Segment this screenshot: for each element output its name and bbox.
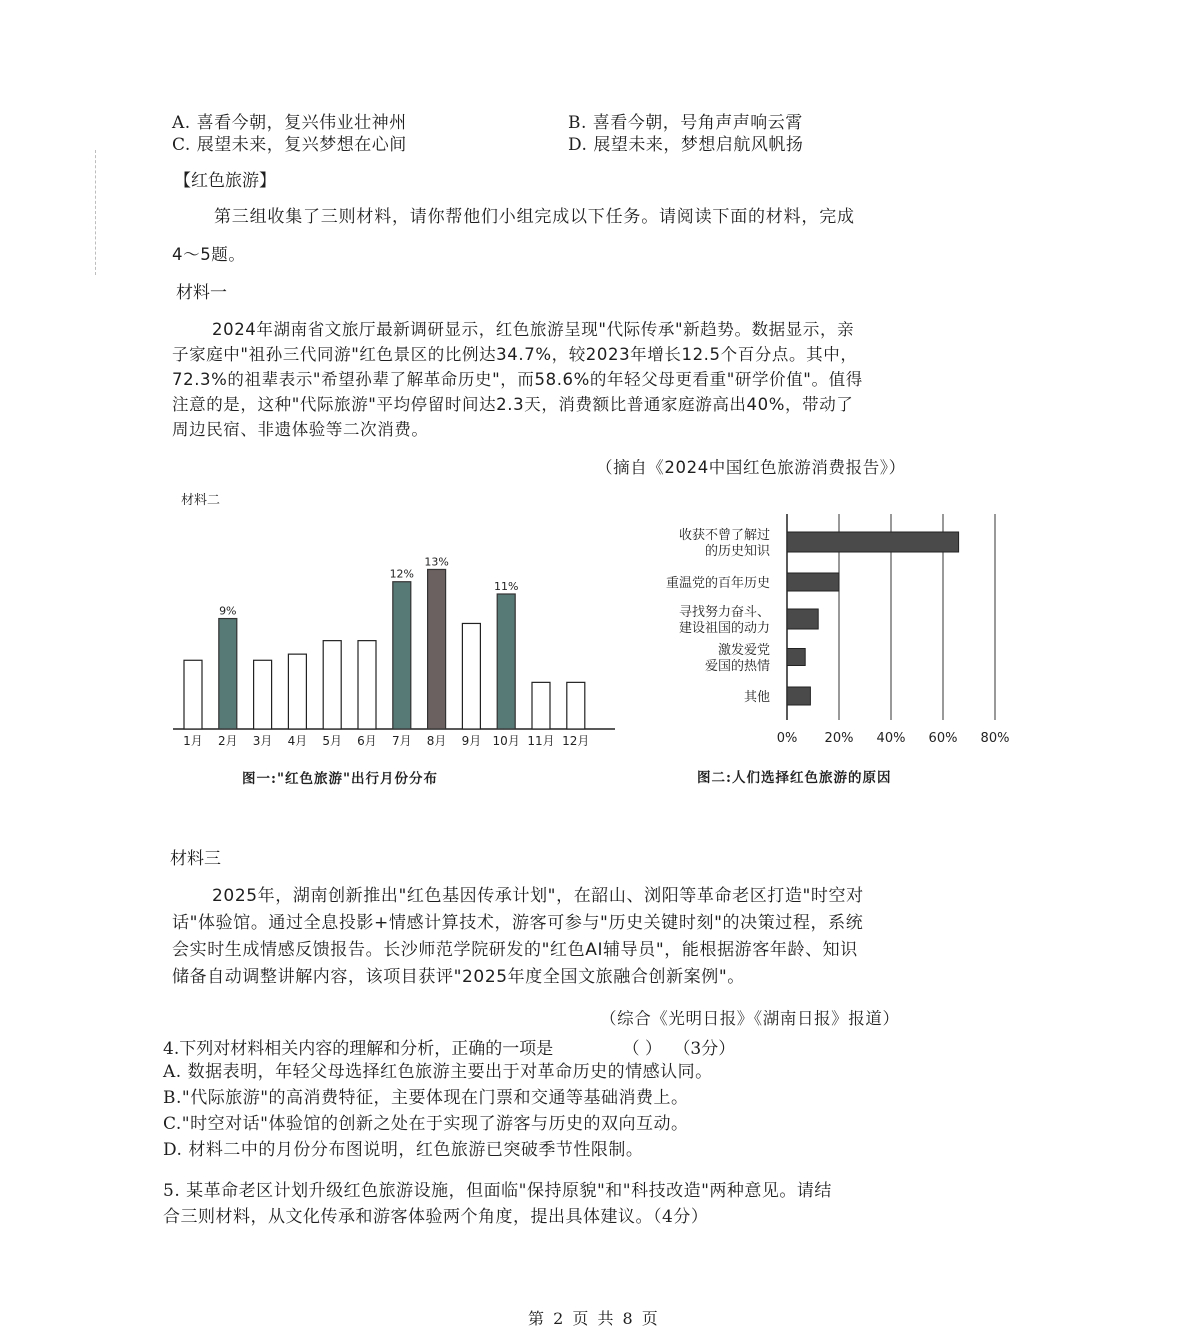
month-bar (497, 594, 515, 729)
option-c: C. 展望未来，复兴梦想在心间 (172, 135, 407, 155)
material1-title: 材料一 (176, 283, 227, 303)
material3-line: 会实时生成情感反馈报告。长沙师范学院研发的"红色AI辅导员"，能根据游客年龄、知识 (172, 940, 858, 960)
reason-label: 重温党的百年历史 (665, 576, 770, 591)
option-d: D. 展望未来，梦想启航风帆扬 (568, 135, 804, 155)
x-tick-label: 60% (928, 731, 958, 746)
intro-line-2: 4～5题。 (172, 245, 246, 264)
question4-score: （3分） (673, 1039, 736, 1059)
x-tick-label: 0% (776, 731, 798, 746)
month-tick-label: 4月 (287, 734, 308, 748)
material3-source: （综合《光明日报》《湖南日报》报道） (600, 1009, 900, 1028)
month-tick-label: 12月 (562, 734, 590, 748)
material1-line: 2024年湖南省文旅厅最新调研显示，红色旅游呈现"代际传承"新趋势。数据显示，亲 (212, 320, 855, 339)
option-b: B. 喜看今朝，号角声声响云霄 (568, 113, 803, 133)
reason-bar (787, 687, 810, 705)
bar-value-label: 9% (219, 604, 237, 618)
reason-label: 爱国的热情 (704, 659, 770, 674)
reason-label: 寻找努力奋斗、 (678, 605, 770, 620)
question4-stem: 4.下列对材料相关内容的理解和分析，正确的一项是 (163, 1039, 554, 1059)
month-distribution-chart (165, 555, 625, 750)
intro-line-1: 第三组收集了三则材料，请你帮他们小组完成以下任务。请阅读下面的材料，完成 (214, 207, 855, 227)
reason-label: 其他 (743, 690, 770, 705)
question4-option-a: A. 数据表明，年轻父母选择红色旅游主要出于对革命历史的情感认同。 (163, 1062, 713, 1082)
month-tick-label: 2月 (217, 734, 238, 748)
bar-value-label: 13% (424, 555, 449, 569)
month-bar (567, 682, 585, 729)
material3-line: 2025年，湖南创新推出"红色基因传承计划"，在韶山、浏阳等革命老区打造"时空对 (212, 886, 864, 906)
material3-line: 储备自动调整讲解内容，该项目获评"2025年度全国文旅融合创新案例"。 (172, 967, 745, 987)
question4-option-c: C."时空对话"体验馆的创新之处在于实现了游客与历史的双向互动。 (163, 1114, 689, 1134)
material1-line: 注意的是，这种"代际旅游"平均停留时间达2.3天，消费额比普通家庭游高出40%，带动了 (172, 395, 854, 414)
reason-bar (787, 649, 805, 666)
question5-line-1: 5. 某革命老区计划升级红色旅游设施，但面临"保持原貌"和"科技改造"两种意见。请结 (163, 1181, 832, 1201)
month-bar (532, 682, 550, 729)
month-tick-label: 8月 (426, 734, 447, 748)
month-tick-label: 9月 (461, 734, 482, 748)
month-bar (254, 660, 272, 729)
month-bar (288, 654, 306, 729)
x-tick-label: 20% (824, 731, 854, 746)
reason-label: 激发爱党 (717, 643, 770, 658)
chart2-caption: 图二:人们选择红色旅游的原因 (697, 770, 892, 786)
question5-line-2: 合三则材料，从文化传承和游客体验两个角度，提出具体建议。（4分） (163, 1207, 709, 1227)
question4-option-b: B."代际旅游"的高消费特征，主要体现在门票和交通等基础消费上。 (163, 1088, 689, 1108)
section-title: 【红色旅游】 (174, 171, 276, 191)
bar-value-label: 12% (389, 567, 415, 581)
question4-option-d: D. 材料二中的月份分布图说明，红色旅游已突破季节性限制。 (163, 1140, 644, 1160)
reason-label: 收获不曾了解过 (678, 528, 770, 543)
reasons-chart (630, 512, 1030, 752)
reason-bar (787, 573, 839, 591)
x-tick-label: 80% (980, 731, 1010, 746)
reason-bar (787, 609, 818, 629)
material1-line: 72.3%的祖辈表示"希望孙辈了解革命历史"，而58.6%的年轻父母更看重"研学价值"。值得 (172, 370, 863, 389)
month-tick-label: 7月 (391, 734, 412, 748)
question4-stem-row (163, 1034, 735, 1059)
month-bar (184, 660, 202, 729)
option-a: A. 喜看今朝，复兴伟业壮神州 (172, 113, 407, 133)
answer-blank: （ ） (622, 1039, 663, 1059)
reason-label: 建设祖国的动力 (678, 621, 770, 636)
month-bar (323, 641, 341, 729)
material3-title: 材料三 (170, 849, 221, 869)
reason-bar (787, 532, 959, 552)
material1-line: 子家庭中"祖孙三代同游"红色景区的比例达34.7%，较2023年增长12.5个百分点。其中， (172, 345, 858, 364)
month-tick-label: 10月 (492, 734, 520, 748)
bar-value-label: 11% (493, 580, 519, 593)
binding-margin-line (95, 150, 96, 275)
month-tick-label: 5月 (322, 734, 343, 748)
material3-line: 话"体验馆。通过全息投影+情感计算技术，游客可参与"历史关键时刻"的决策过程，系统 (172, 913, 864, 933)
page-number: 第 2 页 共 8 页 (528, 1309, 660, 1328)
x-tick-label: 40% (876, 731, 906, 746)
material1-line: 周边民宿、非遗体验等二次消费。 (172, 420, 429, 439)
month-tick-label: 1月 (183, 734, 203, 748)
month-bar (393, 582, 411, 729)
month-tick-label: 3月 (252, 734, 273, 748)
month-bar (428, 569, 446, 729)
month-bar (462, 623, 480, 729)
month-bar (219, 619, 237, 729)
chart1-caption: 图一:"红色旅游"出行月份分布 (242, 771, 439, 787)
month-tick-label: 6月 (357, 734, 377, 748)
month-bar (358, 641, 376, 729)
reason-label: 的历史知识 (704, 544, 770, 559)
month-tick-label: 11月 (527, 734, 555, 748)
material2-title: 材料二 (181, 493, 221, 508)
material1-source: （摘自《2024中国红色旅游消费报告》） (596, 458, 906, 477)
